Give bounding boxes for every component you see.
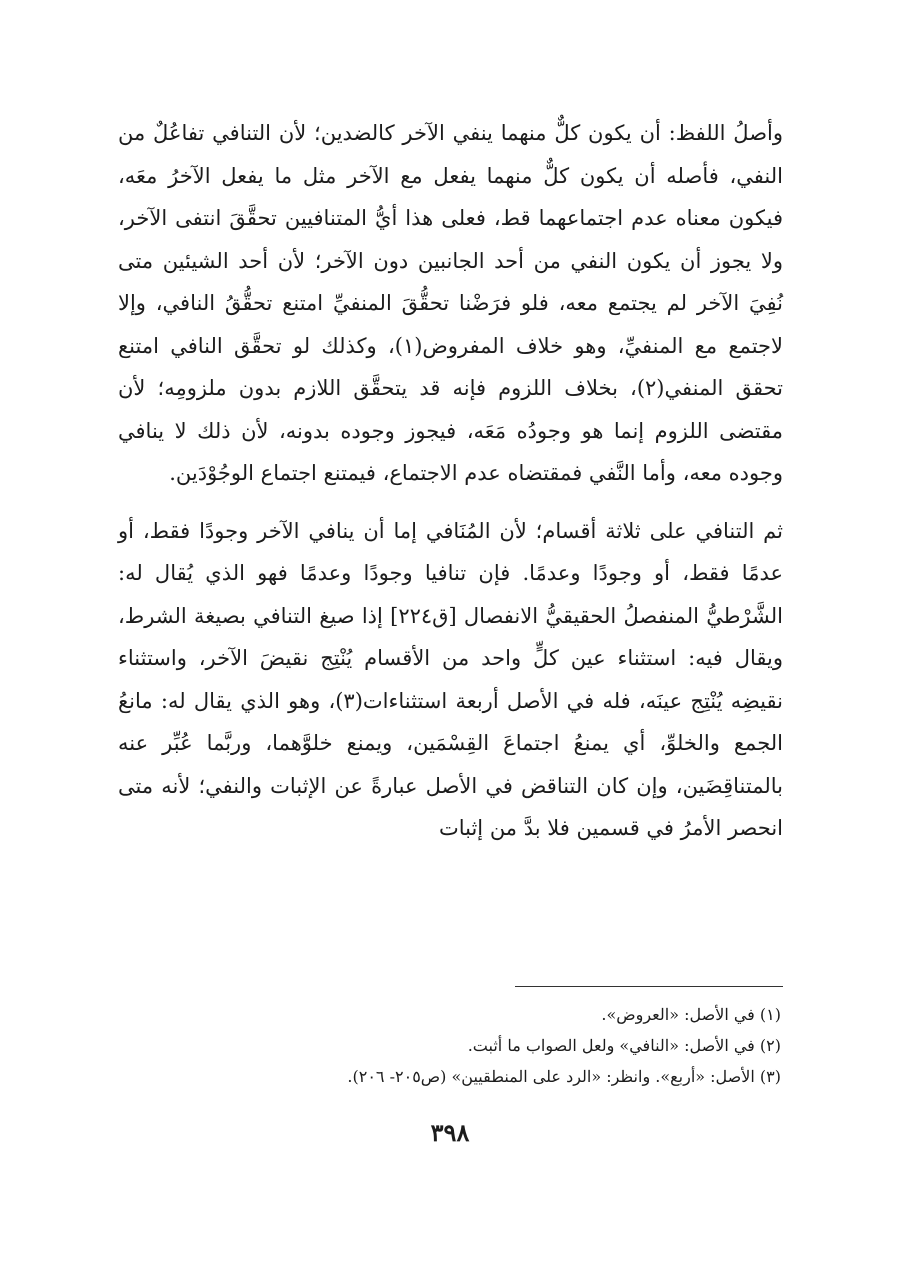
- footnote-3: (٣) الأصل: «أربع». وانظر: «الرد على المنطقيين» (ص٢٠٥- ٢٠٦).: [347, 1067, 781, 1086]
- footnote-1: (١) في الأصل: «العروض».: [601, 1005, 781, 1024]
- main-text: [118, 112, 783, 850]
- page-number: ٣٩٨: [430, 1118, 470, 1147]
- footnote-separator: [515, 986, 783, 987]
- paragraph-1: وأصلُ اللفظ: أن يكون كلٌّ منهما ينفي الآخر كالضدين؛ لأن التنافي تفاعُلٌ من النفي، فأصله أن يكون كلٌّ منهما يفعل مع الآخر مثل ما يفعل الآخرُ معَه، فيكون معناه عدم اجتماعهما قط، فعلى هذا أيُّ المتنافيين تحقَّقَ انتفى الآخر، ولا يجوز أن يكون النفي من أحد الجانبين دون الآخر؛ لأن أحد الشيئين متى نُفِيَ الآخر لم يجتمع معه، فلو فرَضْنا تحقُّقَ المنفيِّ امتنع تحقُّقُ النافي، وإلا لاجتمع مع المنفيِّ، وهو خلاف المفروض(١)، وكذلك لو تحقَّق النافي امتنع تحقق المنفي(٢)، بخلاف اللزوم فإنه قد يتحقَّق اللازم بدون ملزومِه؛ لأن مقتضى اللزوم إنما هو وجودُه مَعَه، فيجوز وجوده بدونه، لأن ذلك لا ينافي وجوده معه، وأما النَّفي فمقتضاه عدم الاجتماع، فيمتنع اجتماع الوجُوْدَين.: [118, 121, 784, 485]
- footnotes: [118, 986, 783, 1092]
- footnote-2: (٢) في الأصل: «النافي» ولعل الصواب ما أثبت.: [467, 1036, 781, 1055]
- paragraph-2: ثم التنافي على ثلاثة أقسام؛ لأن المُنَافي إما أن ينافي الآخر وجودًا فقط، أو عدمًا فقط، أو وجودًا وعدمًا. فإن تنافيا وجودًا وعدمًا فهو الذي يُقال له: الشَّرْطيُّ المنفصلُ الحقيقيُّ الانفصال [ق٢٢٤] إذا صيغ التنافي بصيغة الشرط، ويقال فيه: استثناء عين كلٍّ واحد من الأقسام يُنْتِج نقيضَ الآخر، واستثناء نقيضِه يُنْتِج عينَه، فله في الأصل أربعة استثناءات(٣)، وهو الذي يقال له: مانعُ الجمع والخلوِّ، أي يمنعُ اجتماعَ القِسْمَين، ويمنع خلوَّهما، وربَّما عُبِّر عنه بالمتناقِضَين، وإن كان التناقض في الأصل عبارةً عن الإثبات والنفي؛ لأنه متى انحصر الأمرُ في قسمين فلا بدَّ من إثبات: [118, 518, 783, 840]
